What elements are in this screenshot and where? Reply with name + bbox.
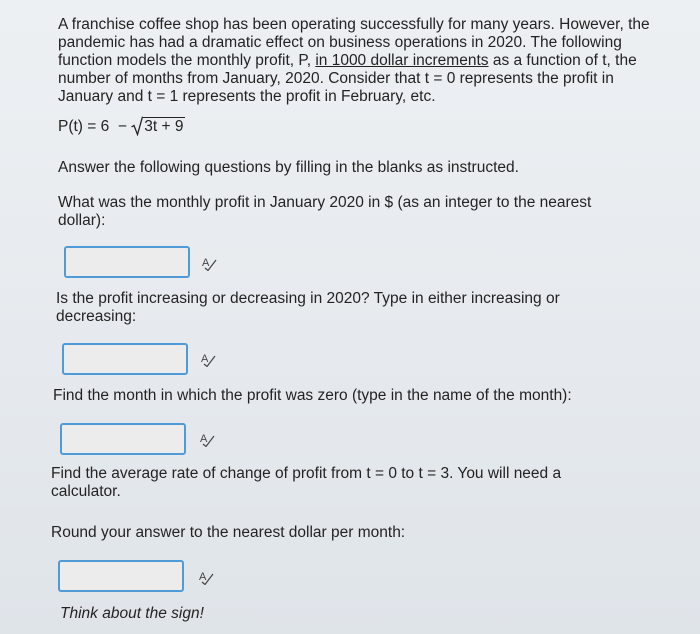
question-3-text: Find the month in which the profit was zero (type in the name of the month):	[53, 387, 572, 404]
svg-text:A: A	[199, 571, 207, 583]
answer-input-3[interactable]	[60, 423, 186, 455]
intro-underlined-text: in 1000 dollar increments	[315, 52, 489, 69]
formula-radicand: 3t + 9	[144, 118, 184, 135]
formula-lhs: P(t)	[58, 118, 83, 135]
profit-formula	[58, 117, 185, 137]
spell-check-icon[interactable]	[199, 431, 215, 447]
answer-input-2[interactable]	[62, 343, 188, 375]
square-root	[131, 117, 185, 137]
intro-text-1: A franchise coffee shop has been operating successfully for many years. However, the pandemic has had a dramatic effect on business operations in 2020. The following function models the monthly profit, P,	[58, 16, 650, 69]
svg-text:A: A	[200, 433, 208, 445]
question-1-text: What was the monthly profit in January 2020 in $ (as an integer to the nearest dollar):	[58, 194, 592, 229]
answer-input-4[interactable]	[58, 560, 184, 592]
hint-text: Think about the sign!	[60, 605, 204, 622]
problem-intro	[58, 16, 658, 106]
formula-equals: = 6 −	[82, 118, 132, 135]
spell-check-icon[interactable]	[201, 255, 217, 271]
spell-check-icon[interactable]	[198, 569, 214, 585]
radical-sign-icon	[131, 116, 143, 136]
question-2-text: Is the profit increasing or decreasing in 2020? Type in either increasing or decreasing:	[56, 290, 560, 325]
round-note: Round your answer to the nearest dollar per month:	[51, 524, 406, 541]
answer-input-1[interactable]	[64, 246, 190, 278]
instructions: Answer the following questions by filling in the blanks as instructed.	[58, 159, 519, 176]
intro-text-2: as a function of t, the number of months from January, 2020. Consider that t = 0 represents the profit in January and t = 1 represents the profit in February, etc.	[58, 52, 637, 105]
svg-text:A: A	[202, 257, 210, 269]
question-4-text: Find the average rate of change of profit from t = 0 to t = 3. You will need a calculator.	[51, 465, 562, 500]
spell-check-icon[interactable]	[200, 351, 216, 367]
svg-text:A: A	[201, 353, 209, 365]
